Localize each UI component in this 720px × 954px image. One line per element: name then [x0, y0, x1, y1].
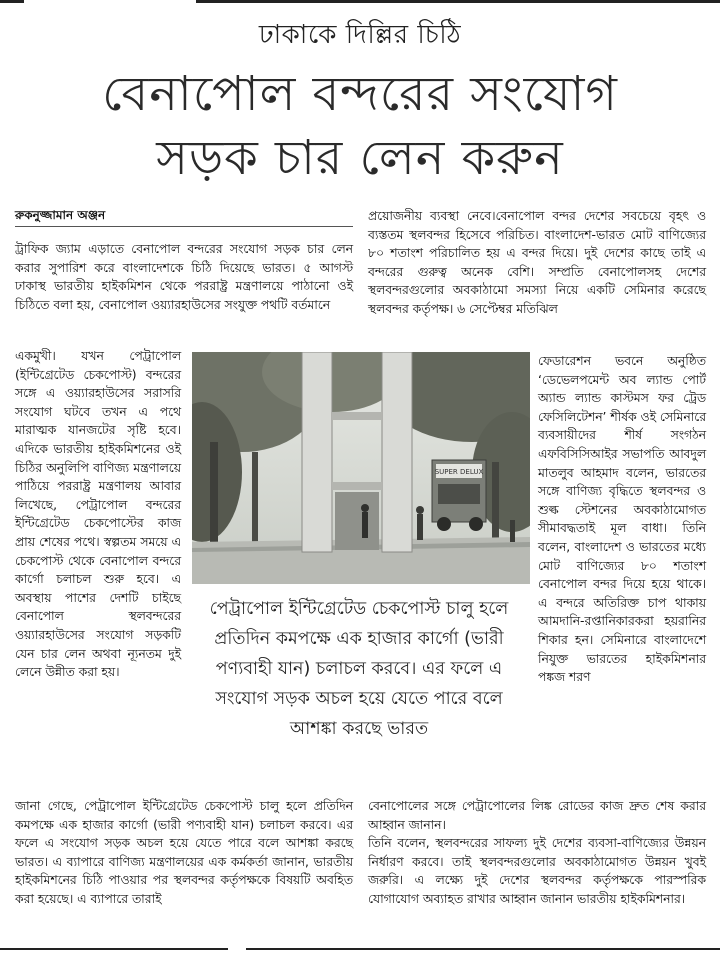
- headline-line-1: বেনাপোল বন্দরের সংযোগ: [102, 66, 618, 122]
- top-rule-right: [196, 0, 720, 3]
- byline-rule: [15, 226, 353, 227]
- bottom-rule-right: [246, 948, 720, 950]
- column-2-narrow: [538, 352, 706, 687]
- column-2-top: [368, 207, 706, 319]
- column-1-top: [15, 240, 353, 314]
- paragraph: বেনাপোলের সঙ্গে পেট্রাপোলের লিঙ্ক রোডের কাজ দ্রুত শেষ করার আহ্বান জানান।: [368, 799, 706, 832]
- bottom-rule-left: [0, 948, 228, 950]
- paragraph: ফেডারেশন ভবনে অনুষ্ঠিত ‘ডেভেলপমেন্ট অব ল্যান্ড পোর্ট অ্যান্ড ল্যান্ড কাস্টমস ফর ট্রেড ফেসিলিটেশন’ শীর্ষক ওই সেমিনারে ব্যবসায়ীদের শীর্ষ সংগঠন এফবিসিসিআইর সভাপতি আবদুল মাতলুব আহমাদ বলেন, ভারতের সঙ্গে বাণিজ্য বৃদ্ধিতে স্থলবন্দর ও শুল্ক স্টেশনের অবকাঠামোগত সীমাবদ্ধতাই মূল বাধা। তিনি বলেন, বাংলাদেশ ও ভারতের মধ্যে মোট বাণিজ্যের ৮০ শতাংশ বেনাপোল বন্দর দিয়ে হয়ে থাকে। এ বন্দরে অতিরিক্ত চাপ থাকায় আমদানি-রপ্তানিকারকরা হয়রানির শিকার হন। সেমিনারে বাংলাদেশে নিযুক্ত ভারতের হাইকমিশনার পঙ্কজ শরণ: [538, 354, 706, 685]
- headline-line-2: সড়ক চার লেন করুন: [156, 130, 564, 186]
- paragraph: জানা গেছে, পেট্রাপোল ইন্টিগ্রেটেড চেকপোস্ট চালু হলে প্রতিদিন কমপক্ষে এক হাজার কার্গো (ভারী পণ্যবাহী যান) চলাচল করবে। এর ফলে এ সংযোগ সড়ক অচল হয়ে যেতে পারে বলে আশঙ্কা করছে ভারত। এ ব্যাপারে বাণিজ্য মন্ত্রণালয়ের এক কর্মকর্তা জানান, ভারতীয় হাইকমিশনের চিঠি পাওয়ার পর স্থলবন্দর কর্তৃপক্ষকে বিষয়টি অবহিত করা হয়েছে। এ ব্যাপারে তারাই: [15, 799, 353, 906]
- byline: রুকনুজ্জামান অঞ্জন: [15, 208, 106, 222]
- checkpoint-photo: [192, 352, 530, 584]
- column-1-narrow: [15, 347, 181, 682]
- truck-sign: SUPER DELUX: [434, 468, 484, 476]
- kicker: ঢাকাকে দিল্লির চিঠি: [258, 20, 462, 50]
- column-1-bottom: [15, 797, 353, 909]
- paragraph: একমুখী। যখন পেট্রাপোল (ইন্টিগ্রেটেড চেকপোস্ট) বন্দরের সঙ্গে এ ওয়্যারহাউসের সরাসরি সংযোগ ঘটবে তখন এ পথে মারাত্মক যানজটের সৃষ্টি হবে। এদিকে ভারতীয় হাইকমিশনের ওই চিঠির অনুলিপি বাণিজ্য মন্ত্রণালয়ে পাঠিয়ে পররাষ্ট্র মন্ত্রণালয় আবার লিখেছে, পেট্রাপোল বন্দরের ইন্টিগ্রেটেড চেকপোস্টের কাজ প্রায় শেষের পথে। স্বল্পতম সময়ে এ চেকপোস্ট থেকে বেনাপোল বন্দরে কার্গো চলাচল শুরু হবে। এ অবস্থায় পাশের দেশটি চাইছে বেনাপোল স্থলবন্দরের ওয়্যারহাউসের সংযোগ সড়কটি যেন চার লেন অথবা ন্যূনতম দুই লেনে উন্নীত করা হয়।: [15, 349, 181, 680]
- top-rule-left: [0, 0, 24, 3]
- paragraph: প্রয়োজনীয় ব্যবস্থা নেবে।বেনাপোল বন্দর দেশের সবচেয়ে বৃহৎ ও ব্যস্ততম স্থলবন্দর হিসেবে পরিচিত। বাংলাদেশ-ভারত মোট বাণিজ্যের ৮০ শতাংশ পরিচালিত হয় এ বন্দর দিয়ে। দুই দেশের কাছে তাই এ বন্দরের গুরুত্ব অনেক বেশি। সম্প্রতি বেনাপোলসহ দেশের স্থলবন্দরগুলোর অবকাঠামো সমস্যা নিয়ে একটি সেমিনার করেছে স্থলবন্দর কর্তৃপক্ষ। ৬ সেপ্টেম্বর মতিঝিল: [368, 209, 706, 316]
- article-photo: [192, 352, 530, 584]
- pull-quote: পেট্রাপোল ইন্টিগ্রেটেড চেকপোস্ট চালু হলে প্রতিদিন কমপক্ষে এক হাজার কার্গো (ভারী পণ্যবাহী যান) চলাচল করবে। এর ফলে এ সংযোগ সড়ক অচল হয়ে যেতে পারে বলে আশঙ্কা করছে ভারত: [209, 599, 509, 739]
- paragraph: ট্রাফিক জ্যাম এড়াতে বেনাপোল বন্দরের সংযোগ সড়ক চার লেন করার সুপারিশ করে বাংলাদেশকে চিঠি দিয়েছে ভারত। ৫ আগস্ট ঢাকাস্থ ভারতীয় হাইকমিশন থেকে পররাষ্ট্র মন্ত্রণালয়ে পাঠানো ওই চিঠিতে বলা হয়, বেনাপোল ওয়্যারহাউসের সংযুক্ত পথটি বর্তমানে: [15, 242, 353, 312]
- column-2-bottom: [368, 797, 706, 909]
- paragraph: তিনি বলেন, স্থলবন্দরের সাফল্য দুই দেশের ব্যবসা-বাণিজ্যের উন্নয়ন নির্ধারণ করবে। তাই স্থলবন্দরগুলোর অবকাঠামোগত উন্নয়ন খুবই জরুরি। এ লক্ষ্যে দুই দেশের স্থলবন্দর কর্তৃপক্ষকে পারস্পরিক যোগাযোগ অব্যাহত রাখার আহ্বান জানান ভারতীয় হাইকমিশনার।: [368, 836, 706, 906]
